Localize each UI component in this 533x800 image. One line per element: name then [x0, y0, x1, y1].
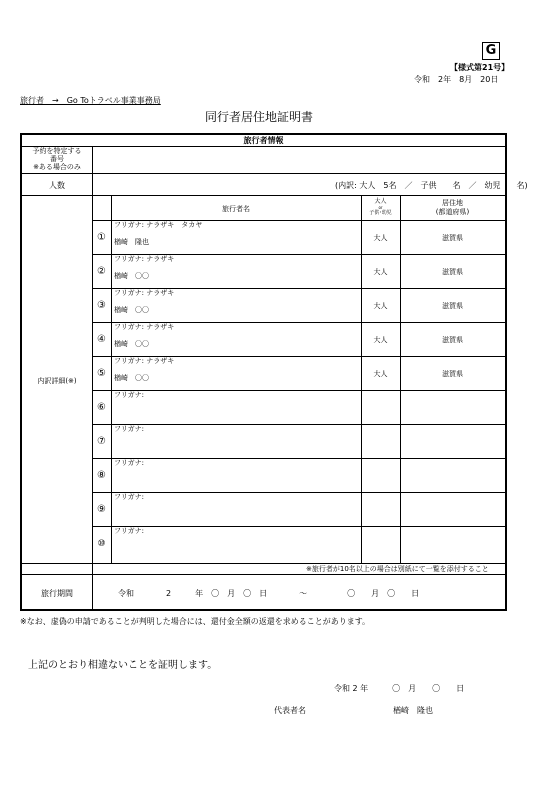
signature-date[interactable]: 令和 2 年 〇 月 〇 日: [334, 684, 465, 693]
row-name[interactable]: 楢崎 〇〇: [114, 340, 149, 348]
row-type[interactable]: 大人: [373, 370, 388, 378]
table-row: [92, 390, 505, 424]
row-number: ⑤: [97, 368, 106, 379]
row-furigana[interactable]: フリガナ: ナラザキ タカヤ: [114, 221, 203, 229]
table-row: [92, 220, 505, 254]
row-number: ⑧: [97, 470, 106, 481]
row-furigana[interactable]: フリガナ:: [114, 425, 145, 433]
row-number: ⑦: [97, 436, 106, 447]
reservation-number-label: 予約を特定する 番号 ※ある場合のみ: [32, 147, 82, 171]
row-type[interactable]: 大人: [373, 302, 388, 310]
row-furigana[interactable]: フリガナ: ナラザキ: [114, 323, 175, 331]
addressee: 旅行者 → Go Toトラベル事業事務局: [20, 96, 161, 105]
row-name[interactable]: 楢崎 隆也: [114, 238, 149, 246]
table-row: [92, 492, 505, 526]
table-row: [92, 356, 505, 390]
row-number: ④: [97, 334, 106, 345]
table-row: [92, 458, 505, 492]
row-number: ①: [97, 232, 106, 243]
row-furigana[interactable]: フリガナ: ナラザキ: [114, 289, 175, 297]
row-type[interactable]: 大人: [373, 234, 388, 242]
col-header-type: 大人 or 子供･幼児: [369, 198, 392, 216]
table-row: [92, 322, 505, 356]
row-furigana[interactable]: フリガナ: ナラザキ: [114, 357, 175, 365]
row-residence[interactable]: 滋賀県: [442, 268, 463, 276]
table-row: [92, 424, 505, 458]
row-furigana[interactable]: フリガナ:: [114, 493, 145, 501]
row-number: ⑥: [97, 402, 106, 413]
col-header-residence: 居住地 (都道府県): [435, 199, 470, 216]
row-furigana[interactable]: フリガナ:: [114, 527, 145, 535]
row-furigana[interactable]: フリガナ: ナラザキ: [114, 255, 175, 263]
row-number: ②: [97, 266, 106, 277]
form-letter-box: G: [482, 42, 500, 60]
row-name[interactable]: 楢崎 〇〇: [114, 374, 149, 382]
travel-period-value[interactable]: 令和 2 年 〇 月 〇 日 ～ 〇 月 〇 日: [118, 589, 420, 598]
table-row: [92, 254, 505, 288]
col-header-name: 旅行者名: [222, 205, 250, 213]
document-date: 令和 2年 8月 20日: [414, 75, 499, 84]
row-type[interactable]: 大人: [373, 336, 388, 344]
warning-note: ※なお、虚偽の申請であることが判明した場合には、還付金全額の返還を求めることがあります。: [20, 617, 371, 626]
row-name[interactable]: 楢崎 〇〇: [114, 306, 149, 314]
row-furigana[interactable]: フリガナ:: [114, 391, 145, 399]
people-breakdown: (内訳: 大人 5名 ／ 子供 名 ／ 幼児 名): [335, 181, 528, 190]
row-number: ⑨: [97, 504, 106, 515]
reservation-number-field[interactable]: [94, 148, 504, 172]
section-title: 旅行者情報: [243, 136, 284, 145]
form-number: 【様式第21号】: [450, 63, 510, 72]
row-residence[interactable]: 滋賀県: [442, 302, 463, 310]
row-type[interactable]: 大人: [373, 268, 388, 276]
row-residence[interactable]: 滋賀県: [442, 336, 463, 344]
row-number: ⑩: [97, 539, 106, 549]
travel-period-label: 旅行期間: [41, 589, 73, 598]
representative-name[interactable]: 楢崎 隆也: [393, 706, 433, 715]
table-row: [92, 526, 505, 562]
row-furigana[interactable]: フリガナ:: [114, 459, 145, 467]
row-name[interactable]: 楢崎 〇〇: [114, 272, 149, 280]
row-residence[interactable]: 滋賀県: [442, 370, 463, 378]
people-count-label: 人数: [49, 181, 65, 190]
row-number: ③: [97, 300, 106, 311]
certification-statement: 上記のとおり相違ないことを証明します。: [28, 660, 218, 671]
detail-label: 内訳詳細(※): [37, 377, 77, 385]
table-row: [92, 288, 505, 322]
page-title: 同行者居住地証明書: [205, 110, 314, 124]
representative-label: 代表者名: [274, 706, 306, 715]
row-residence[interactable]: 滋賀県: [442, 234, 463, 242]
table-note: ※旅行者が10名以上の場合は別紙にて一覧を添付すること: [306, 565, 489, 573]
